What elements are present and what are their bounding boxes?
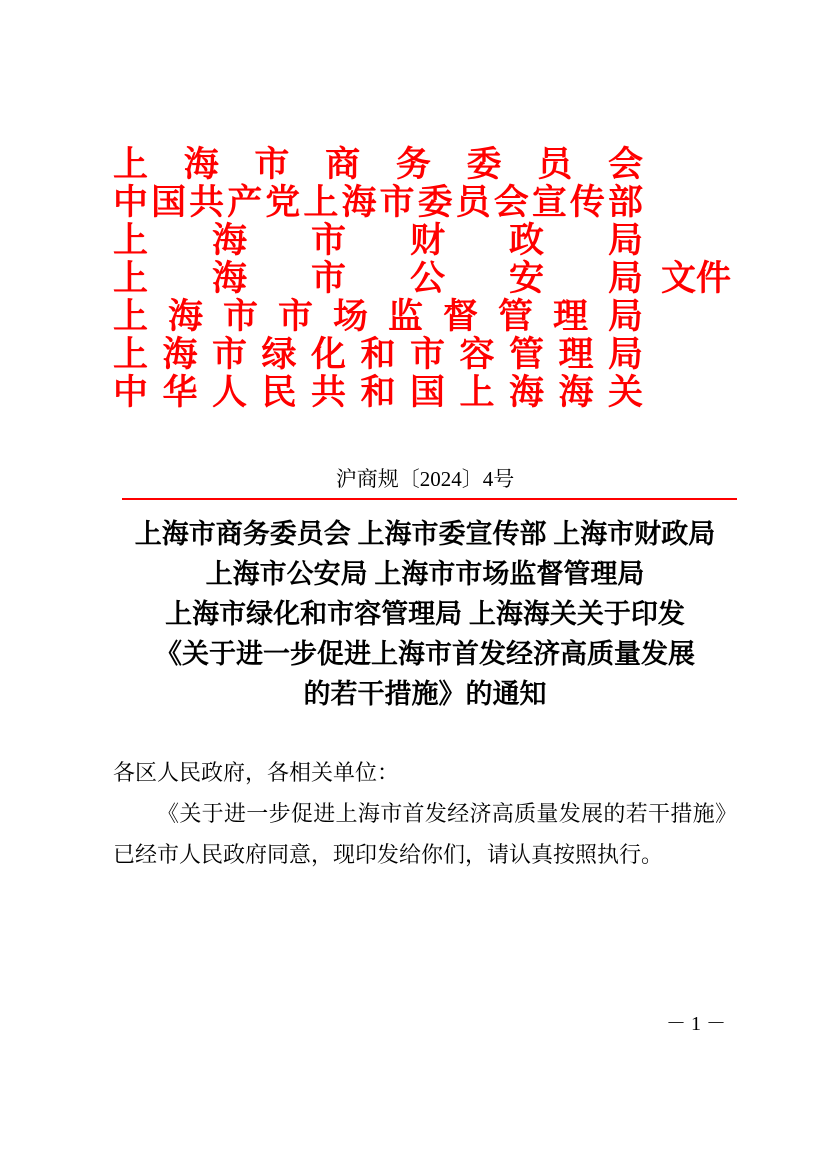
agency-name: 中国共产党上海市委员会宣传部 (113, 183, 643, 222)
agency-name: 上海市财政局 (113, 221, 643, 260)
title-line: 《关于进一步促进上海市首发经济高质量发展 (155, 639, 695, 669)
agency-name: 上海市绿化和市容管理局 (113, 335, 643, 374)
agency-name: 上海市市场监督管理局 (113, 297, 643, 336)
red-divider-line (122, 498, 737, 500)
title-line: 上海市公安局 上海市市场监督管理局 (205, 559, 645, 589)
body-paragraph: 《关于进一步促进上海市首发经济高质量发展的若干措施》已经市人民政府同意，现印发给你们，请认真按照执行。 (113, 801, 737, 867)
salutation: 各区人民政府，各相关单位： (113, 760, 400, 785)
doc-type-label: 文件 (661, 259, 732, 298)
title-line: 上海市商务委员会 上海市委宣传部 上海市财政局 (134, 519, 716, 549)
agency-name-list (113, 146, 643, 412)
title-line: 上海市绿化和市容管理局 上海海关关于印发 (165, 599, 685, 629)
agency-name: 上海市公安局 (113, 259, 643, 298)
document-body (113, 752, 737, 875)
page-number: － 1 － (666, 1013, 726, 1035)
title-line: 的若干措施》的通知 (303, 679, 547, 709)
red-letterhead (113, 146, 737, 412)
document-title (113, 514, 737, 714)
agency-name: 中华人民共和国上海海关 (113, 373, 643, 412)
agency-name: 上海市商务委员会 (113, 145, 643, 184)
doc-number: 沪商规〔2024〕4号 (335, 467, 515, 491)
